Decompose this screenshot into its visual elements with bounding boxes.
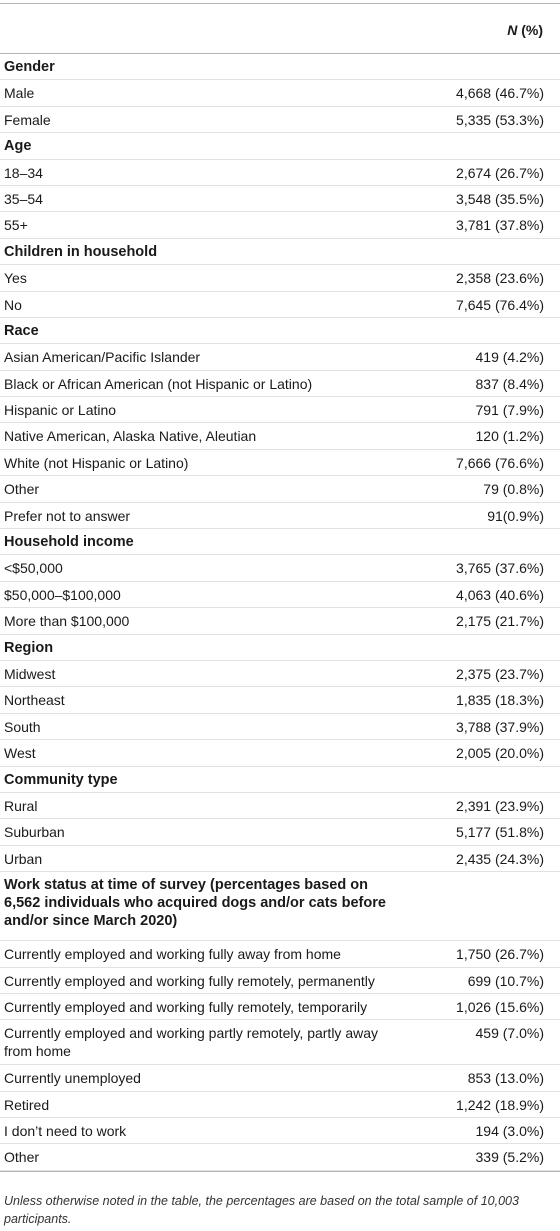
row-label: $50,000–$100,000 bbox=[4, 586, 121, 603]
table-row bbox=[0, 1092, 560, 1118]
table-row bbox=[0, 371, 560, 397]
table-footnote: Unless otherwise noted in the table, the percentages are based on the total sample of 10,003 participants. bbox=[4, 1194, 519, 1226]
section-header-row bbox=[0, 529, 560, 555]
row-value: 2,005 (20.0%) bbox=[456, 745, 544, 762]
row-value: 7,666 (76.6%) bbox=[456, 454, 544, 471]
table-row bbox=[0, 265, 560, 291]
column-header-n: N bbox=[507, 22, 518, 38]
table-row bbox=[0, 450, 560, 476]
section-label: Household income bbox=[4, 534, 134, 551]
row-value: 1,835 (18.3%) bbox=[456, 692, 544, 709]
row-label: South bbox=[4, 718, 41, 735]
row-value: 2,375 (23.7%) bbox=[456, 665, 544, 682]
section-header-row bbox=[0, 635, 560, 661]
row-label: More than $100,000 bbox=[4, 613, 130, 630]
row-label: Currently employed and working fully remotely, permanently bbox=[4, 972, 375, 989]
section-header-row bbox=[0, 133, 560, 159]
row-label: Other bbox=[4, 481, 40, 498]
row-value: 2,358 (23.6%) bbox=[456, 270, 544, 287]
row-label: Prefer not to answer bbox=[4, 507, 131, 524]
row-value: 3,781 (37.8%) bbox=[456, 217, 544, 234]
row-label: Yes bbox=[4, 270, 27, 287]
table-row bbox=[0, 344, 560, 370]
row-label: 55+ bbox=[4, 217, 28, 234]
table-row bbox=[0, 714, 560, 740]
row-label: No bbox=[4, 296, 22, 313]
table-row bbox=[0, 292, 560, 318]
section-label: Community type bbox=[4, 771, 118, 788]
table-row bbox=[0, 212, 560, 238]
row-value: 459 (7.0%) bbox=[475, 1025, 544, 1042]
section-header-row bbox=[0, 318, 560, 344]
row-value: 79 (0.8%) bbox=[483, 481, 544, 498]
table-row bbox=[0, 160, 560, 186]
row-label: Currently employed and working fully away from home bbox=[4, 946, 341, 963]
row-value: 1,026 (15.6%) bbox=[456, 998, 544, 1015]
row-value: 791 (7.9%) bbox=[475, 402, 544, 419]
row-value: 699 (10.7%) bbox=[467, 972, 544, 989]
table-row bbox=[0, 503, 560, 529]
row-value: 2,391 (23.9%) bbox=[456, 797, 544, 814]
row-label: West bbox=[4, 745, 36, 762]
table-row bbox=[0, 1144, 560, 1170]
table-row bbox=[0, 555, 560, 581]
row-label: I don’t need to work bbox=[4, 1123, 127, 1140]
row-label: Male bbox=[4, 85, 35, 102]
section-label: Work status at time of survey (percentages based on 6,562 individuals who acquired dogs and/or cats before and/or since March 2020) bbox=[4, 877, 386, 930]
row-label: Asian American/Pacific Islander bbox=[4, 349, 201, 366]
table-row bbox=[0, 476, 560, 502]
row-value: 3,765 (37.6%) bbox=[456, 560, 544, 577]
row-label: Midwest bbox=[4, 665, 56, 682]
row-value: 7,645 (76.4%) bbox=[456, 296, 544, 313]
table-row bbox=[0, 107, 560, 133]
row-label: Currently employed and working fully remotely, temporarily bbox=[4, 998, 368, 1015]
row-label: Northeast bbox=[4, 692, 65, 709]
row-label: Native American, Alaska Native, Aleutian bbox=[4, 428, 257, 445]
row-label: Currently employed and working partly remotely, partly away from home bbox=[4, 1025, 379, 1060]
table-row bbox=[0, 186, 560, 212]
row-value: 194 (3.0%) bbox=[475, 1123, 544, 1140]
row-value: 3,548 (35.5%) bbox=[456, 190, 544, 207]
row-value: 837 (8.4%) bbox=[475, 375, 544, 392]
table-row bbox=[0, 397, 560, 423]
row-label: Urban bbox=[4, 850, 43, 867]
row-value: 419 (4.2%) bbox=[475, 349, 544, 366]
row-label: Rural bbox=[4, 797, 38, 814]
row-label: <$50,000 bbox=[4, 560, 63, 577]
row-value: 4,063 (40.6%) bbox=[456, 586, 544, 603]
row-label: 35–54 bbox=[4, 190, 43, 207]
table-row bbox=[0, 80, 560, 106]
row-value: 91(0.9%) bbox=[487, 507, 544, 524]
row-value: 2,674 (26.7%) bbox=[456, 164, 544, 181]
section-label: Region bbox=[4, 639, 54, 656]
section-label: Race bbox=[4, 322, 39, 339]
table-row bbox=[0, 968, 560, 994]
table-header-row bbox=[0, 4, 560, 54]
section-label: Gender bbox=[4, 59, 55, 75]
column-header-n-percent bbox=[507, 22, 543, 38]
section-label: Children in household bbox=[4, 243, 158, 260]
table-row bbox=[0, 608, 560, 634]
table-body bbox=[0, 54, 560, 1172]
row-value: 1,242 (18.9%) bbox=[456, 1096, 544, 1113]
row-value: 339 (5.2%) bbox=[475, 1149, 544, 1166]
section-header-row bbox=[0, 54, 560, 80]
row-value: 853 (13.0%) bbox=[467, 1070, 544, 1087]
section-label: Age bbox=[4, 138, 32, 155]
row-label: Hispanic or Latino bbox=[4, 402, 117, 419]
row-value: 5,177 (51.8%) bbox=[456, 824, 544, 841]
row-label: Suburban bbox=[4, 824, 65, 841]
table-row bbox=[0, 1118, 560, 1144]
row-label: Currently unemployed bbox=[4, 1070, 141, 1087]
column-header-percent: (%) bbox=[517, 22, 543, 38]
table-row bbox=[0, 846, 560, 872]
table-row bbox=[0, 941, 560, 967]
row-label: Female bbox=[4, 111, 51, 128]
row-label: White (not Hispanic or Latino) bbox=[4, 454, 189, 471]
row-value: 2,435 (24.3%) bbox=[456, 850, 544, 867]
row-label: Other bbox=[4, 1149, 40, 1166]
table-row bbox=[0, 661, 560, 687]
section-header-row bbox=[0, 239, 560, 265]
section-header-row bbox=[0, 872, 560, 941]
row-value: 4,668 (46.7%) bbox=[456, 85, 544, 102]
row-label: Black or African American (not Hispanic or Latino) bbox=[4, 375, 313, 392]
table-row bbox=[0, 1065, 560, 1091]
table-row bbox=[0, 687, 560, 713]
row-label: Retired bbox=[4, 1096, 50, 1113]
row-value: 1,750 (26.7%) bbox=[456, 946, 544, 963]
table-bottom-rule bbox=[0, 1171, 560, 1172]
table-row bbox=[0, 740, 560, 766]
section-header-row bbox=[0, 767, 560, 793]
row-value: 5,335 (53.3%) bbox=[456, 111, 544, 128]
row-label: 18–34 bbox=[4, 164, 43, 181]
row-value: 3,788 (37.9%) bbox=[456, 718, 544, 735]
table-row bbox=[0, 819, 560, 845]
row-value: 2,175 (21.7%) bbox=[456, 613, 544, 630]
table-row bbox=[0, 582, 560, 608]
table-row bbox=[0, 423, 560, 449]
table-row bbox=[0, 1020, 560, 1065]
table-row bbox=[0, 793, 560, 819]
table-row bbox=[0, 994, 560, 1020]
row-value: 120 (1.2%) bbox=[475, 428, 544, 445]
